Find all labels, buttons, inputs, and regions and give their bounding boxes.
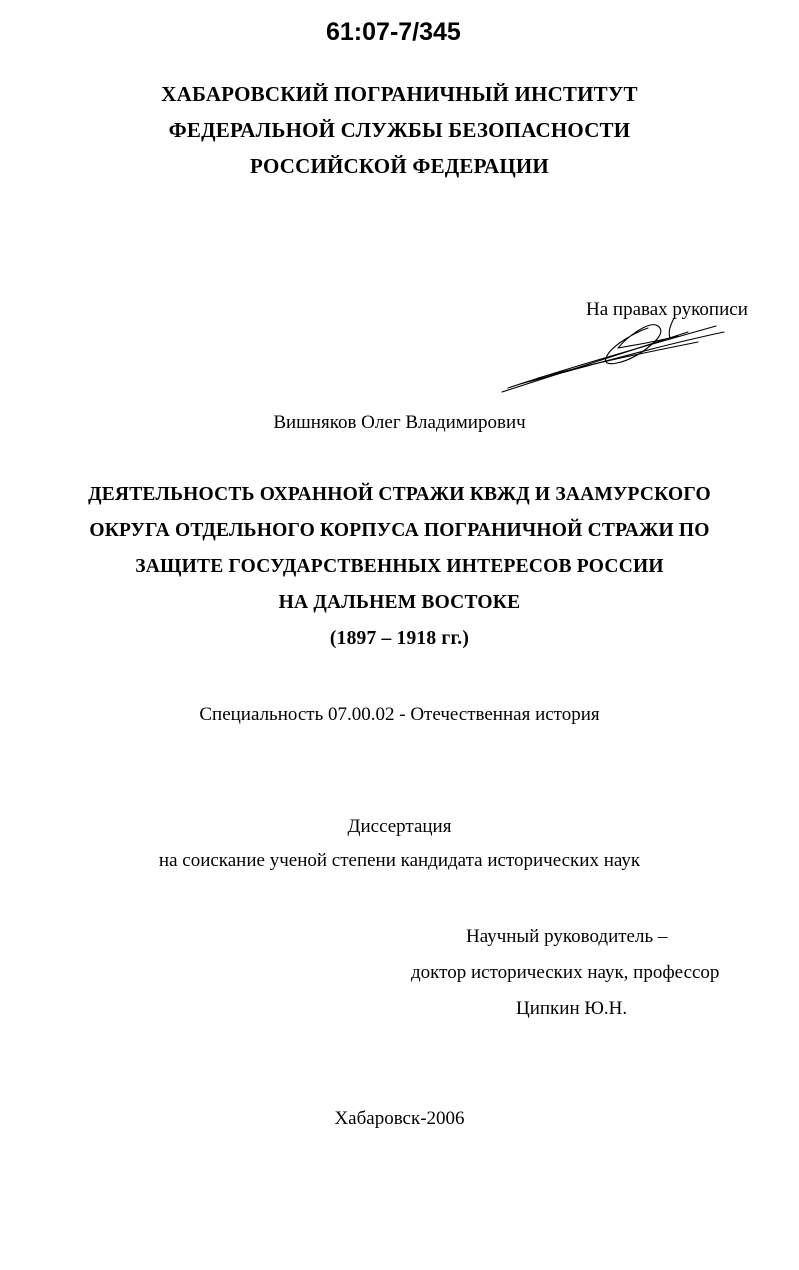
author-name: Вишняков Олег Владимирович	[273, 412, 526, 433]
signature-image	[498, 318, 730, 398]
title-line-3: ЗАЩИТЕ ГОСУДАРСТВЕННЫХ ИНТЕРЕСОВ РОССИИ	[135, 556, 664, 577]
place-year: Хабаровск-2006	[334, 1108, 465, 1129]
specialty: Специальность 07.00.02 - Отечественная история	[199, 704, 600, 725]
supervisor-degree: доктор исторических наук, профессор	[411, 962, 720, 983]
manuscript-rights: На правах рукописи	[586, 299, 748, 320]
title-line-2: ОКРУГА ОТДЕЛЬНОГО КОРПУСА ПОГРАНИЧНОЙ СТРАЖИ ПО	[89, 520, 710, 541]
dissertation-type: Диссертация	[347, 816, 452, 837]
archive-code: 61:07-7/345	[326, 18, 461, 46]
title-years: (1897 – 1918 гг.)	[329, 628, 470, 649]
supervisor-label: Научный руководитель –	[466, 926, 668, 947]
dissertation-purpose: на соискание ученой степени кандидата исторических наук	[158, 850, 641, 871]
institution-line-2: ФЕДЕРАЛЬНОЙ СЛУЖБЫ БЕЗОПАСНОСТИ	[168, 118, 631, 142]
institution-line-3: РОССИЙСКОЙ ФЕДЕРАЦИИ	[250, 154, 549, 178]
institution-line-1: ХАБАРОВСКИЙ ПОГРАНИЧНЫЙ ИНСТИТУТ	[161, 82, 638, 106]
supervisor-name: Ципкин Ю.Н.	[516, 998, 628, 1019]
title-line-4: НА ДАЛЬНЕМ ВОСТОКЕ	[278, 592, 521, 613]
title-line-1: ДЕЯТЕЛЬНОСТЬ ОХРАННОЙ СТРАЖИ КВЖД И ЗААМУРСКОГО	[88, 484, 711, 505]
